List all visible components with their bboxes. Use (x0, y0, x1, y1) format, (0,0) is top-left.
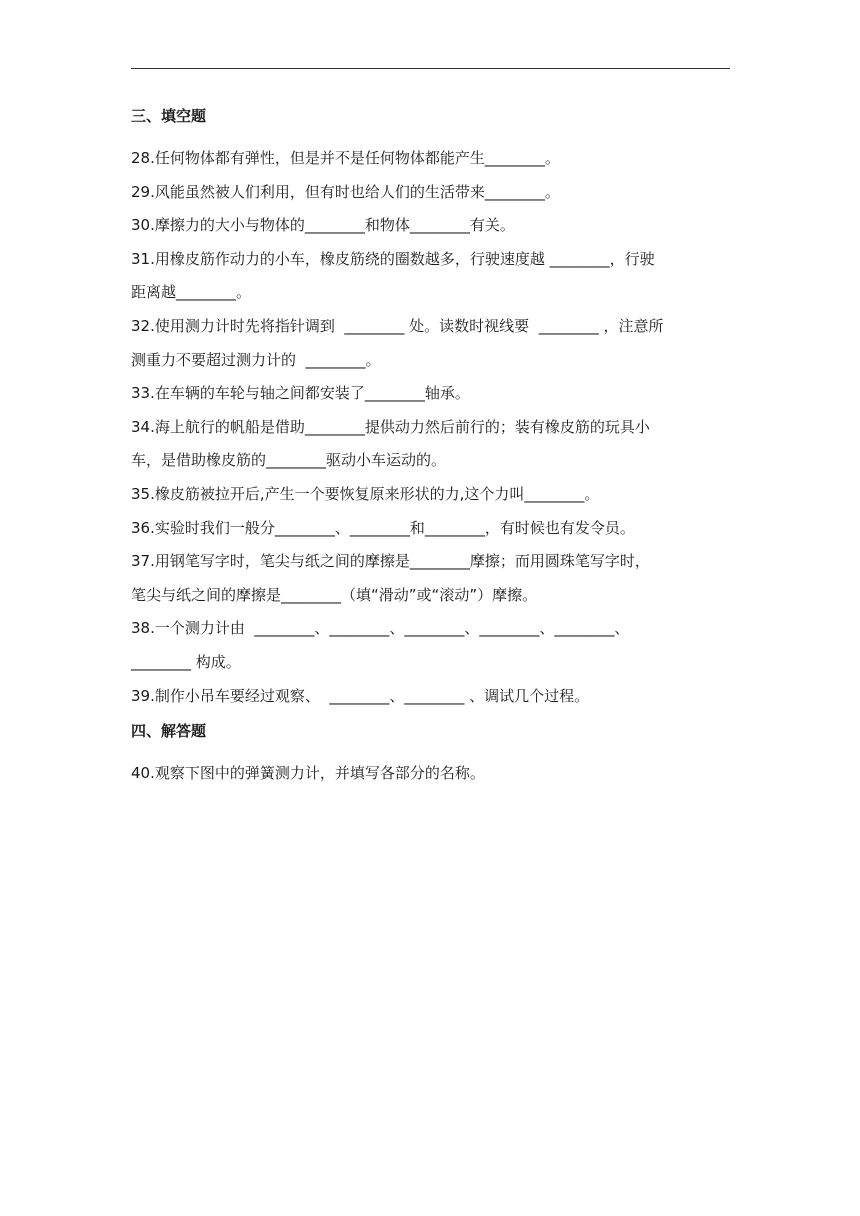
worksheet-body (131, 104, 730, 791)
header-rule (131, 68, 730, 69)
question-35 (131, 478, 730, 512)
question-line: 35.橡皮筋被拉开后,产生一个要恢复原来形状的力,这个力叫________。 (131, 484, 600, 503)
question-line: 34.海上航行的帆船是借助________提供动力然后前行的；装有橡皮筋的玩具小 (131, 417, 650, 436)
section-heading-answer: 四、解答题 (131, 722, 207, 741)
question-31 (131, 243, 730, 310)
question-line: 37.用钢笔写字时，笔尖与纸之间的摩擦是________摩擦；而用圆珠笔写字时， (131, 552, 650, 571)
question-line: 36.实验时我们一般分________、________和________，有时候也有发令员。 (131, 518, 635, 537)
question-29 (131, 176, 730, 210)
question-34 (131, 411, 730, 478)
question-line: 30.摩擦力的大小与物体的________和物体________有关。 (131, 216, 515, 235)
question-line: 31.用橡皮筋作动力的小车，橡皮筋绕的圈数越多，行驶速度越 ________，行驶 (131, 249, 655, 268)
question-36 (131, 512, 730, 546)
section-heading-fill-in: 三、填空题 (131, 107, 207, 125)
question-38 (131, 612, 730, 679)
question-line: 32.使用测力计时先将指针调到 ________ 处。读数时视线要 ________ ，注意所 (131, 316, 664, 335)
question-line: 33.在车辆的车轮与轴之间都安装了________轴承。 (131, 384, 470, 403)
question-line: 距离越________。 (131, 283, 252, 302)
question-39 (131, 680, 730, 714)
question-37 (131, 545, 730, 612)
question-line: 测重力不要超过测力计的 ________。 (131, 350, 381, 369)
question-line: 39.制作小吊车要经过观察、 ________、________ 、调试几个过程。 (131, 686, 590, 705)
question-30 (131, 209, 730, 243)
question-line: 笔尖与纸之间的摩擦是________（填“滑动”或“滚动”）摩擦。 (131, 585, 538, 604)
question-line: 29.风能虽然被人们利用，但有时也给人们的生活带来________。 (131, 182, 560, 201)
question-line: 车，是借助橡皮筋的________驱动小车运动的。 (131, 451, 447, 470)
question-33 (131, 377, 730, 411)
question-28 (131, 142, 730, 176)
question-line: ________ 构成。 (131, 652, 241, 671)
question-line: 38.一个测力计由 ________、________、________、________、________、 (131, 619, 630, 638)
question-line: 28.任何物体都有弹性，但是并不是任何物体都能产生________。 (131, 149, 560, 167)
question-32 (131, 310, 730, 377)
question-line: 40.观察下图中的弹簧测力计，并填写各部分的名称。 (131, 764, 485, 783)
question-40 (131, 757, 730, 791)
